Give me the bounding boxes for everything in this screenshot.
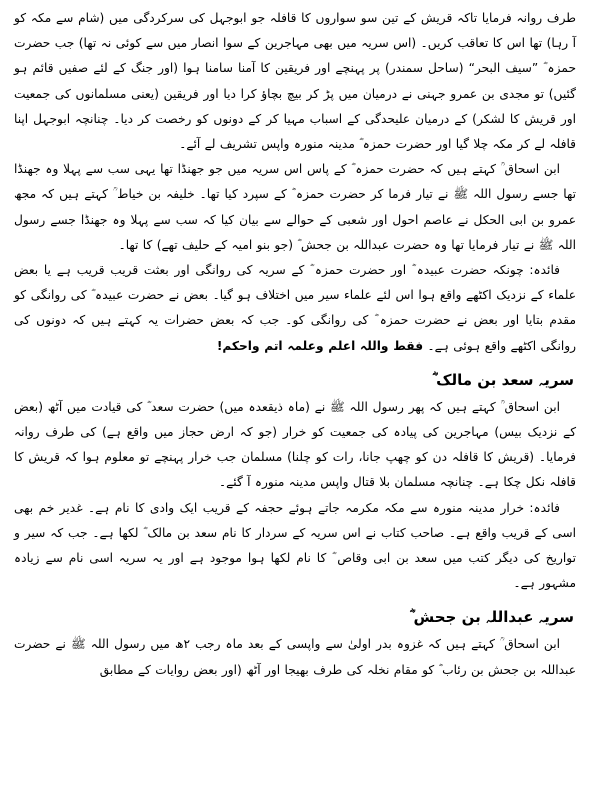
paragraph-note-kharrar: فائدہ: خرار مدینہ منورہ سے مکہ مکرمہ جاتے ہوئے حجفہ کے قریب ایک وادی کا نام ہے۔ غدیر خم بھی اسی کے قریب واقع ہے۔ صاحب کتاب نے اس سریہ کے سردار کا نام سعد بن مالک ؓ لکھا ہے۔ جب کہ سیر و تواریخ کی دیگر کتب میں سعد بن ابی وقاص ؓ کا نام لکھا ہوا موجود ہے اور یہ سریہ اسی نام سے زیادہ مشہور ہے۔ bbox=[14, 500, 576, 591]
section-heading-abdullah-bin-jahsh: سریہ عبداللہ بن جحش ؓ bbox=[409, 608, 574, 627]
section-heading-saad-bin-malik: سریہ سعد بن مالک ؓ bbox=[432, 370, 574, 389]
paragraph-saad-expedition: ابن اسحاق ؒ کہتے ہیں کہ پھر رسول اللہ ﷺ نے (ماہ ذیقعدہ میں) حضرت سعد ؓ کی قیادت میں آٹھ (بعض کے نزدیک بیس) مہاجرین کی پیادہ کی جمعیت کو خرار (جو کہ ارض حجاز میں واقع ہے) کی طرف روانہ فرمایا۔ (قریش کا قافلہ دن کو چھپ جانا، رات کو چلنا) مسلمان جب خرار پہنچے تو معلوم ہوا کہ قریش کا قافلہ نکل چکا ہے۔ چنانچہ مسلمان بلا قتال واپس مدینہ منورہ آ گئے۔ bbox=[14, 399, 576, 490]
paragraph-note-order bbox=[14, 258, 576, 359]
paragraph-hamza-expedition: طرف روانہ فرمایا تاکہ قریش کے تین سو سواروں کا قافلہ جو ابوجہل کی سرکردگی میں (شام سے مکہ کو آ رہا) تھا اس کا تعاقب کریں۔ (اس سریہ میں بھی مہاجرین کے سوا انصار میں سے کوئی نہ تھا) جب حضرت حمزہ ؓ ”سیف البحر“ (ساحل سمندر) پر پہنچے اور فریقین کا آمنا سامنا ہوا (اور جنگ کے لئے صفیں قائم ہو گئیں) تو مجدی بن عمرو جہنی نے درمیان میں پڑ کر بیچ بچاؤ کرا دیا اور فریقین (یعنی مسلمانوں کی جمعیت اور قریش کا لشکر) کے درمیان علیحدگی کے اسباب مہیا کر کے دونوں کو رخصت کر دیا۔ چنانچہ ابوجہل اپنا قافلہ لے کر مکہ چلا گیا اور حضرت حمزہ ؓ مدینہ منورہ واپس تشریف لے آئے۔ bbox=[14, 11, 576, 152]
paragraph-abdullah-expedition: ابن اسحاق ؒ کہتے ہیں کہ غزوہ بدر اولیٰ سے واپسی کے بعد ماہ رجب ۲ھ میں رسول اللہ ﷺ نے حضرت عبداللہ بن جحش بن رئاب ؓ کو مقام نخلہ کی طرف بھیجا اور آٹھ (اور بعض روایات کے مطابق bbox=[14, 637, 576, 677]
closing-phrase: فقط واللہ اعلم وعلمہ اتم واحکم! bbox=[216, 338, 424, 353]
paragraph-first-flag: ابن اسحاق ؒ کہتے ہیں کہ حضرت حمزہ ؓ کے پاس اس سریہ میں جو جھنڈا تھا یہی سب سے پہلا وہ جھنڈا تھا جسے رسول اللہ ﷺ نے تیار فرما کر حضرت حمزہ ؓ کے سپرد کیا تھا۔ خلیفہ بن خیاط ؒ کہتے ہیں کہ مجھ عمرو بن ابی الحکل نے عاصم احول اور شعبی کے حوالے سے بیان کیا کہ سب سے پہلا وہ جھنڈا جسے رسول اللہ ﷺ نے تیار فرمایا تھا وہ حضرت عبداللہ بن جحش ؓ (جو بنو امیہ کے حلیف تھے) کا تھا۔ bbox=[14, 162, 576, 252]
note-order-text: فائدہ: چونکہ حضرت عبیدہ ؓ اور حضرت حمزہ ؓ کے سریہ کی روانگی اور بعثت قریب قریب ہے یا بعض علماء کے نزدیک اکٹھے واقع ہوا اس لئے علماء سیر میں اختلاف ہو گیا۔ بعض نے حضرت عبیدہ ؓ کی روانگی کو مقدم بتایا اور بعض نے حضرت حمزہ ؓ کی روانگی کو۔ جب کہ بعض حضرات یہ کہتے ہیں کہ دونوں کی روانگی اکٹھے واقع ہوئی ہے۔ bbox=[14, 263, 576, 353]
